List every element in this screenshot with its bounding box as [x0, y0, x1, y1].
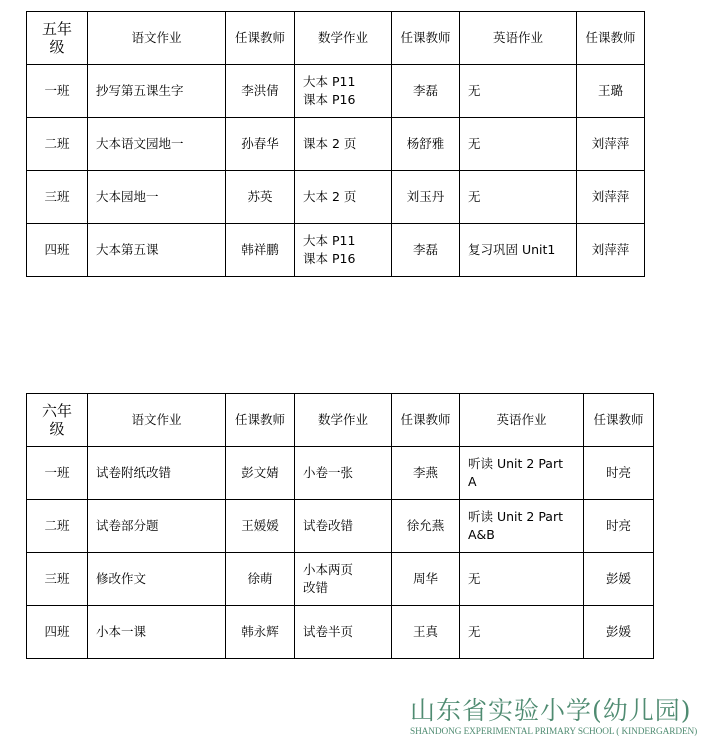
english-homework: 无: [460, 553, 584, 606]
chinese-teacher: 徐萌: [226, 553, 295, 606]
grade5-homework-table: [26, 11, 645, 277]
english-teacher: 刘萍萍: [577, 224, 645, 277]
math-homework-line: 试卷改错: [303, 518, 354, 533]
math-homework: [295, 500, 392, 553]
chinese-teacher: 王媛媛: [226, 500, 295, 553]
header-math-homework: 数学作业: [295, 12, 392, 65]
math-homework-line: 小卷一张: [303, 465, 354, 480]
class-name: 三班: [27, 553, 88, 606]
table-header-row: [27, 394, 654, 447]
chinese-homework: 大本第五课: [88, 224, 226, 277]
header-english-teacher: 任课教师: [577, 12, 645, 65]
math-homework-line: 课本 P16: [303, 92, 356, 107]
english-homework: 无: [460, 606, 584, 659]
math-teacher: 李燕: [392, 447, 460, 500]
english-homework: 复习巩固 Unit1: [460, 224, 577, 277]
class-name: 一班: [27, 447, 88, 500]
grade-label: 五年级: [27, 12, 88, 65]
table-row: [27, 606, 654, 659]
class-name: 二班: [27, 118, 88, 171]
header-chinese-teacher: 任课教师: [226, 12, 295, 65]
table-row: [27, 224, 645, 277]
english-teacher: 时亮: [584, 447, 654, 500]
grade6-homework-table: [26, 393, 654, 659]
class-name: 三班: [27, 171, 88, 224]
header-math-homework: 数学作业: [295, 394, 392, 447]
math-teacher: 周华: [392, 553, 460, 606]
header-english-homework: 英语作业: [460, 394, 584, 447]
math-teacher: 李磊: [392, 224, 460, 277]
english-homework: 无: [460, 65, 577, 118]
math-homework-line: 课本 P16: [303, 251, 356, 266]
english-homework: 听读 Unit 2 Part A&B: [460, 500, 584, 553]
header-english-homework: 英语作业: [460, 12, 577, 65]
math-homework-line: 试卷半页: [303, 624, 354, 639]
chinese-homework: 抄写第五课生字: [88, 65, 226, 118]
table-row: [27, 118, 645, 171]
chinese-teacher: 韩永辉: [226, 606, 295, 659]
class-name: 一班: [27, 65, 88, 118]
math-homework: [295, 65, 392, 118]
english-teacher: 彭媛: [584, 606, 654, 659]
english-teacher: 刘萍萍: [577, 118, 645, 171]
english-teacher: 刘萍萍: [577, 171, 645, 224]
math-homework-line: 大本 P11: [303, 74, 356, 89]
school-logo-english-name: SHANDONG EXPERIMENTAL PRIMARY SCHOOL ( KINDERGARDEN): [410, 727, 698, 737]
math-teacher: 王真: [392, 606, 460, 659]
chinese-homework: 小本一课: [88, 606, 226, 659]
math-homework: [295, 553, 392, 606]
english-teacher: 王璐: [577, 65, 645, 118]
header-english-teacher: 任课教师: [584, 394, 654, 447]
chinese-homework: 试卷部分题: [88, 500, 226, 553]
english-homework: 听读 Unit 2 Part A: [460, 447, 584, 500]
class-name: 四班: [27, 606, 88, 659]
math-homework-line: 课本 2 页: [303, 136, 357, 151]
chinese-homework: 修改作文: [88, 553, 226, 606]
header-chinese-teacher: 任课教师: [226, 394, 295, 447]
table-row: [27, 447, 654, 500]
math-teacher: 刘玉丹: [392, 171, 460, 224]
math-homework-line: 小本两页: [303, 562, 354, 577]
english-teacher: 时亮: [584, 500, 654, 553]
chinese-teacher: 孙春华: [226, 118, 295, 171]
math-homework: [295, 447, 392, 500]
math-teacher: 李磊: [392, 65, 460, 118]
english-homework: 无: [460, 171, 577, 224]
math-homework: [295, 224, 392, 277]
chinese-teacher: 苏英: [226, 171, 295, 224]
math-homework: [295, 171, 392, 224]
header-chinese-homework: 语文作业: [88, 394, 226, 447]
grade-label: 六年级: [27, 394, 88, 447]
math-teacher: 徐允燕: [392, 500, 460, 553]
chinese-teacher: 彭文婧: [226, 447, 295, 500]
math-teacher: 杨舒雅: [392, 118, 460, 171]
header-math-teacher: 任课教师: [392, 12, 460, 65]
school-logo-chinese-name: 山东省实验小学(幼儿园): [410, 696, 692, 725]
math-homework: [295, 606, 392, 659]
math-homework-line: 大本 P11: [303, 233, 356, 248]
chinese-homework: 大本园地一: [88, 171, 226, 224]
chinese-homework: 试卷附纸改错: [88, 447, 226, 500]
math-homework-line: 改错: [303, 580, 329, 595]
chinese-homework: 大本语文园地一: [88, 118, 226, 171]
class-name: 二班: [27, 500, 88, 553]
math-homework: [295, 118, 392, 171]
table-row: [27, 500, 654, 553]
header-math-teacher: 任课教师: [392, 394, 460, 447]
english-teacher: 彭媛: [584, 553, 654, 606]
chinese-teacher: 韩祥鹏: [226, 224, 295, 277]
math-homework-line: 大本 2 页: [303, 189, 357, 204]
chinese-teacher: 李洪倩: [226, 65, 295, 118]
class-name: 四班: [27, 224, 88, 277]
table-row: [27, 171, 645, 224]
english-homework: 无: [460, 118, 577, 171]
table-row: [27, 65, 645, 118]
school-logo: [410, 696, 702, 744]
table-row: [27, 553, 654, 606]
table-header-row: [27, 12, 645, 65]
header-chinese-homework: 语文作业: [88, 12, 226, 65]
